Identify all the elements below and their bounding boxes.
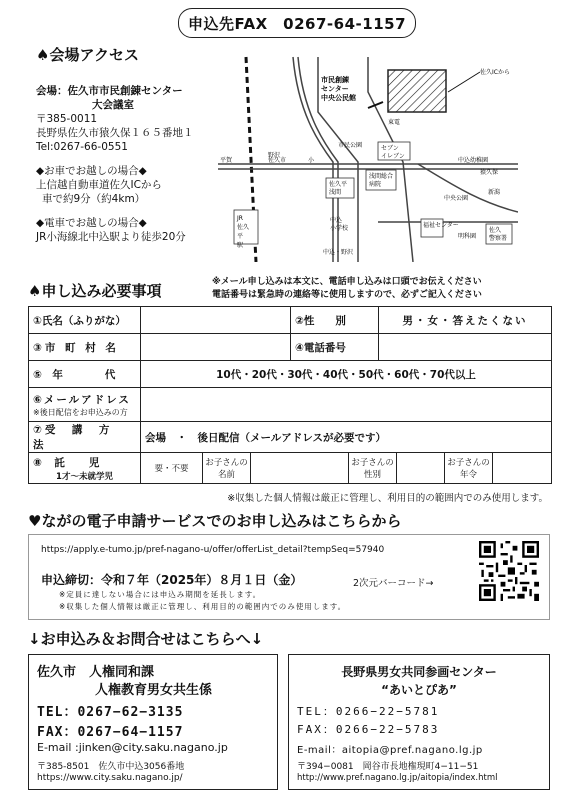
train-line1: JR小海線北中込駅より徒歩20分: [36, 231, 186, 243]
form-heading: ♠申し込み必要事項: [28, 282, 162, 300]
svg-text:佐久: 佐久: [237, 224, 250, 231]
svg-text:セブン: セブン: [381, 145, 399, 152]
name-label: ①氏名（ふりがな）: [29, 307, 141, 334]
contact-box-aitopia: [288, 654, 550, 790]
child-gender-label: お子さんの性別: [349, 453, 397, 483]
svg-text:野沢: 野沢: [268, 152, 281, 159]
svg-text:猿久保: 猿久保: [480, 169, 499, 176]
svg-text:新潟: 新潟: [488, 189, 501, 196]
child-gender-field[interactable]: [397, 453, 445, 483]
aitopia-org1: 長野県男女共同参画センター: [341, 665, 497, 679]
online-note-2: ※収集した個人情報は厳正に管理し、利用目的の範囲内でのみ使用します。: [59, 602, 347, 611]
fax-number-banner: 申込先FAX 0267-64-1157: [178, 8, 416, 38]
car-line1: 上信越自動車道佐久ICから: [36, 179, 162, 191]
svg-text:小学校: 小学校: [330, 225, 349, 232]
svg-text:東電: 東電: [388, 119, 401, 126]
child-age-field[interactable]: [493, 453, 551, 483]
online-application-box: [28, 534, 550, 620]
svg-text:佐久ICから: 佐久ICから: [480, 69, 510, 76]
email-label-cell: [29, 388, 141, 422]
child-name-field[interactable]: [251, 453, 349, 483]
venue-postal: 〒385-0011: [36, 113, 98, 125]
form-note-1: ※メール申し込みは本文に、電話申し込みは口頭でお伝えください: [212, 277, 482, 287]
age-options[interactable]: 10代・20代・30代・40代・50代・60代・70代以上: [141, 361, 552, 388]
svg-text:佐久市: 佐久市: [268, 157, 287, 164]
table-row: [29, 422, 552, 453]
saku-fax: FAX：0267−64−1157: [37, 725, 184, 740]
saku-url[interactable]: https://www.city.saku.nagano.jp/: [37, 773, 183, 783]
contact-heading: ↓お申込み＆お問合せはこちらへ↓: [28, 630, 264, 648]
road: [418, 164, 518, 212]
svg-text:佐久: 佐久: [489, 227, 502, 234]
online-note-1: ※定員に達しない場合には申込み期間を延長します。: [59, 590, 262, 599]
city-field[interactable]: [141, 334, 291, 361]
saku-address: 〒385-8501 佐久市中込3056番地: [37, 762, 185, 772]
svg-text:中込幼稚園: 中込幼稚園: [458, 157, 489, 164]
venue-name: 会場：佐久市市民創錬センター: [36, 85, 183, 97]
saku-org1: 佐久市 人権同和課: [37, 665, 155, 680]
email-field[interactable]: [141, 388, 552, 422]
svg-text:センター: センター: [321, 85, 349, 93]
car-line2: 車で約9分（約4km）: [42, 193, 146, 205]
aitopia-tel: TEL：0266−22−5781: [297, 705, 440, 718]
svg-text:明科園: 明科園: [458, 233, 477, 240]
gender-label: ②性 別: [291, 307, 379, 334]
aitopia-fax: FAX：0266−22−5783: [297, 723, 440, 736]
gender-options[interactable]: 男・女・答えたくない: [379, 307, 552, 334]
svg-text:警察署: 警察署: [489, 235, 508, 242]
table-row: [29, 307, 552, 334]
childcare-need[interactable]: 要・不要: [141, 453, 203, 483]
svg-text:市民公園: 市民公園: [338, 142, 363, 149]
svg-text:小: 小: [308, 157, 315, 164]
aitopia-email[interactable]: E-mail：aitopia@pref.nagano.lg.jp: [297, 745, 483, 756]
attend-label: ⑦受 講 方 法: [29, 422, 141, 453]
qr-code-icon[interactable]: [479, 541, 539, 601]
svg-text:中央公園: 中央公園: [444, 195, 469, 202]
city-label: ③市 町 村 名: [29, 334, 141, 361]
table-row: [29, 361, 552, 388]
table-row: [29, 453, 552, 484]
venue-tel: Tel:0267-66-0551: [36, 141, 128, 153]
venue-address: 長野県佐久市猿久保１６５番地１: [36, 127, 194, 139]
name-field[interactable]: [141, 307, 291, 334]
venue-map: [218, 52, 518, 262]
train-heading: ◆電車でお越しの場合◆: [36, 217, 147, 229]
svg-text:平賀: 平賀: [220, 157, 233, 164]
venue-info: [36, 84, 226, 244]
aitopia-url[interactable]: http://www.pref.nagano.lg.jp/aitopia/index.html: [297, 773, 498, 783]
childcare-cells: [141, 453, 552, 484]
form-note-2: 電話番号は緊急時の連絡等に使用しますので、必ずご記入ください: [212, 290, 482, 300]
table-row: [29, 388, 552, 422]
svg-text:中込・野沢: 中込・野沢: [323, 249, 354, 256]
table-row: [29, 334, 552, 361]
child-name-label: お子さんの名前: [203, 453, 251, 483]
online-heading: ♥ながの電子申請サービスでのお申し込みはこちらから: [28, 512, 402, 530]
svg-text:浅間総合: 浅間総合: [369, 173, 394, 180]
child-age-label: お子さんの年令: [445, 453, 493, 483]
svg-text:イレブン: イレブン: [381, 153, 405, 160]
aitopia-address: 〒394−0081 岡谷市長地権現町4−11−51: [297, 762, 479, 772]
car-heading: ◆お車でお越しの場合◆: [36, 165, 147, 177]
saku-tel: TEL：0267−62−3135: [37, 705, 184, 720]
phone-label: ④電話番号: [291, 334, 379, 361]
svg-text:病院: 病院: [369, 181, 382, 188]
svg-text:JR: JR: [237, 215, 243, 222]
venue-building: [388, 70, 446, 112]
qr-label: 2次元バーコード→: [353, 578, 434, 589]
saku-org2: 人権教育男女共生係: [95, 683, 213, 698]
saku-email[interactable]: E-mail :jinken@city.saku.nagano.jp: [37, 741, 228, 754]
email-note: ※後日配信をお申込みの方: [33, 407, 128, 417]
svg-text:市民創錬: 市民創錬: [321, 76, 349, 84]
aitopia-org2: “あいとぴあ”: [381, 683, 457, 697]
online-url[interactable]: https://apply.e-tumo.jp/pref-nagano-u/offer/offerList_detail?tempSeq=57940: [41, 545, 385, 555]
form-notes: [212, 276, 482, 302]
phone-field[interactable]: [379, 334, 552, 361]
access-heading: ♠会場アクセス: [36, 46, 139, 64]
svg-text:福祉センター: 福祉センター: [423, 222, 459, 229]
childcare-label: ⑧ 託 児: [33, 456, 101, 469]
childcare-label-cell: [29, 453, 141, 484]
svg-text:佐久平: 佐久平: [329, 181, 348, 188]
svg-text:浅間: 浅間: [329, 189, 342, 196]
attend-options[interactable]: 会場 ・ 後日配信（メールアドレスが必要です）: [141, 422, 552, 453]
privacy-notice: ※収集した個人情報は厳正に管理し、利用目的の範囲内でのみ使用します。: [227, 493, 548, 504]
age-label: ⑤ 年 代: [29, 361, 141, 388]
deadline: 申込締切：令和７年（2025年）８月１日（金）: [41, 573, 303, 587]
contact-box-saku: [28, 654, 278, 790]
childcare-sub: 1才〜未就学児: [56, 471, 113, 482]
svg-text:平: 平: [237, 233, 244, 240]
svg-text:中込: 中込: [330, 217, 343, 224]
svg-text:駅: 駅: [237, 242, 244, 249]
email-label: ⑥メールアドレス: [33, 393, 131, 406]
svg-text:中央公民館: 中央公民館: [321, 94, 356, 102]
registration-form: [28, 306, 552, 484]
venue-room: 大会議室: [92, 99, 134, 111]
